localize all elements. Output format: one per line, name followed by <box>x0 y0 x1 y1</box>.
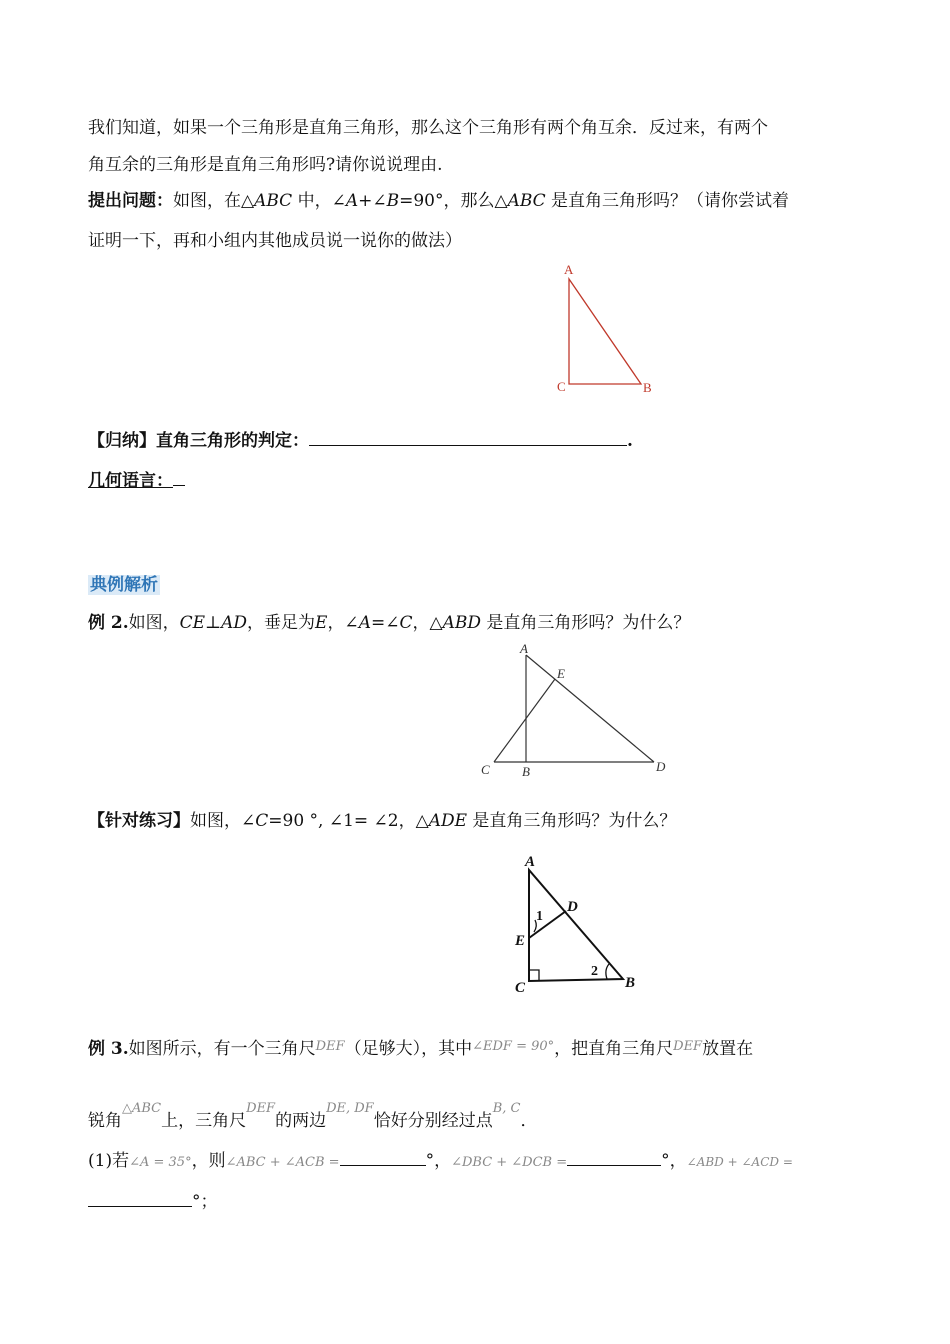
label-angle-2: 2 <box>591 964 598 979</box>
question-line-1 <box>88 189 789 213</box>
math-def: DEF <box>246 1101 276 1116</box>
math-abd: ABD <box>442 613 481 633</box>
practice-line <box>88 809 676 833</box>
geometry-language-line <box>88 467 185 493</box>
math-expr-2: ∠DBC + ∠DCB = <box>451 1155 568 1170</box>
practice-text: 是直角三角形吗？为什么？ <box>467 811 677 831</box>
math-abc: ABC <box>507 191 546 211</box>
math-expr-3: ∠ABD + ∠ACD = <box>686 1155 793 1169</box>
label-e: E <box>557 666 565 681</box>
math-abc: ABC <box>254 191 293 211</box>
label-a: A <box>525 854 536 870</box>
question-text: 中，∠ <box>292 191 346 211</box>
example-text: ，垂足为 <box>247 613 316 633</box>
label-a: A <box>520 641 528 656</box>
math-edf: ∠EDF = 90° <box>472 1039 555 1054</box>
geometry-blank[interactable] <box>173 467 185 486</box>
practice-text: =90 °, ∠1= ∠2，△ <box>268 811 429 831</box>
answer-blank-2[interactable] <box>567 1147 661 1166</box>
section-header-line <box>88 573 160 597</box>
math-def: DEF <box>673 1039 703 1054</box>
question-text: 如图，在△ <box>173 191 255 211</box>
label-c: C <box>515 980 526 996</box>
example-text: ，△ <box>412 613 443 633</box>
example-text: 如图， <box>128 613 180 633</box>
segment-ed <box>529 911 566 938</box>
label-b: B <box>625 975 636 991</box>
answer-blank[interactable] <box>309 427 627 446</box>
label-c: C <box>481 762 490 777</box>
triangle-abc <box>569 279 641 384</box>
label-a: A <box>564 262 574 277</box>
part-text: ，则 <box>191 1151 226 1171</box>
math-e: E <box>315 613 328 633</box>
label-angle-1: 1 <box>536 909 543 924</box>
example-text: ，把直角三角尺 <box>554 1039 674 1059</box>
example-text: 恰好分别经过点 <box>373 1111 493 1131</box>
part-1-line-2 <box>88 1188 218 1214</box>
angle-2-arc <box>606 964 609 979</box>
math-ce: CE <box>179 613 206 633</box>
math-de-df: DE, DF <box>326 1101 374 1116</box>
question-line-2: 证明一下，再和小组内其他成员说一说你的做法） <box>88 231 462 251</box>
right-angle-mark <box>529 970 539 981</box>
example-text: 如图所示，有一个三角尺 <box>128 1039 316 1059</box>
summary-end: . <box>627 431 633 451</box>
example-text: 锐角 <box>88 1111 122 1131</box>
math-b: B <box>386 191 400 211</box>
example-text: =∠ <box>370 613 400 633</box>
example-2-line <box>88 611 690 635</box>
math-abc: △ABC <box>122 1101 162 1116</box>
summary-label: 【归纳】直角三角形的判定： <box>88 431 309 451</box>
math-a: A <box>345 191 359 211</box>
question-text: 是直角三角形吗？（请你尝试着 <box>545 191 790 211</box>
label-b: B <box>522 764 530 779</box>
label-c: C <box>557 379 566 394</box>
example-3-label: 例 3. <box>88 1039 129 1059</box>
example-text: 的两边 <box>275 1111 327 1131</box>
practice-figure <box>505 848 655 998</box>
section-title: 典例解析 <box>90 575 158 595</box>
label-e: E <box>515 933 526 949</box>
example-text: ． <box>520 1111 538 1131</box>
segment-ad <box>526 655 654 762</box>
label-d: D <box>567 899 578 915</box>
math-def: DEF <box>315 1039 345 1054</box>
segment-ce <box>494 679 555 762</box>
question-text: =90°，那么△ <box>399 191 508 211</box>
intro-line-2: 角互余的三角形是直角三角形吗?请你说说理由. <box>88 155 443 175</box>
label-d: D <box>656 759 666 774</box>
example-3-line-1 <box>88 1035 753 1061</box>
right-triangle-figure <box>550 260 660 400</box>
math-a: A <box>358 613 371 633</box>
part-1-label: (1)若 <box>88 1151 130 1171</box>
math-expr-1: ∠ABC + ∠ACB = <box>225 1155 340 1170</box>
practice-label: 【针对练习】 <box>88 811 190 831</box>
answer-blank-3[interactable] <box>88 1188 192 1207</box>
part-1-line <box>88 1147 793 1175</box>
summary-line <box>88 427 633 453</box>
question-text: +∠ <box>358 191 387 211</box>
example-text: 是直角三角形吗？为什么？ <box>480 613 691 633</box>
question-label: 提出问题： <box>88 191 173 211</box>
example-text: 放置在 <box>702 1039 754 1059</box>
part-text: °； <box>192 1192 218 1212</box>
geometry-language-label: 几何语言： <box>88 471 173 491</box>
example-2-label: 例 2. <box>88 613 129 633</box>
math-bc: B, C <box>492 1101 521 1116</box>
example-text: （足够大），其中 <box>344 1039 473 1059</box>
label-b: B <box>643 380 652 395</box>
answer-blank-1[interactable] <box>340 1147 426 1166</box>
example-text: ，∠ <box>327 613 359 633</box>
math-c: C <box>255 811 269 831</box>
part-text: °， <box>425 1151 452 1171</box>
math-c: C <box>399 613 413 633</box>
example-3-line-2 <box>88 1097 537 1133</box>
practice-text: 如图，∠ <box>190 811 256 831</box>
math-condition: ∠A = 35° <box>129 1155 192 1170</box>
perp-symbol: ⊥ <box>205 613 222 633</box>
math-ad: AD <box>221 613 248 633</box>
example-2-figure <box>476 640 676 785</box>
intro-line-1: 我们知道，如果一个三角形是直角三角形，那么这个三角形有两个角互余．反过来，有两个 <box>88 118 768 138</box>
part-text: °， <box>661 1151 687 1171</box>
example-text: 上，三角尺 <box>161 1111 247 1131</box>
math-ade: ADE <box>428 811 468 831</box>
